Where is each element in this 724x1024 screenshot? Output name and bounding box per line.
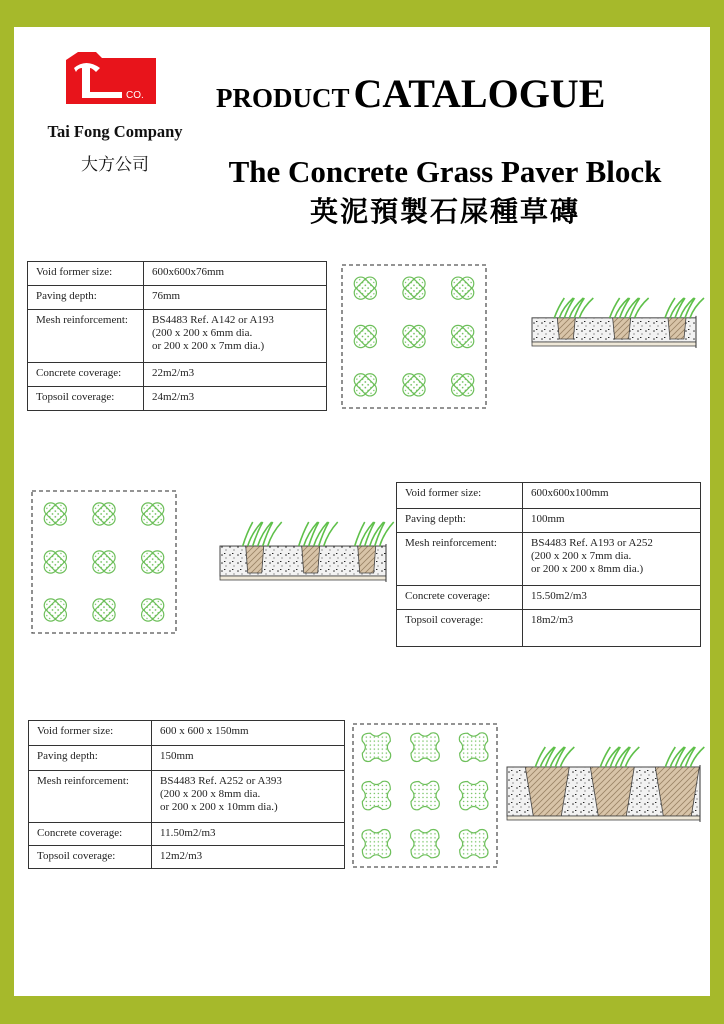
spec-label: Paving depth: [29, 746, 152, 771]
void-former-shape [411, 830, 440, 859]
title-product: PRODUCT [216, 83, 350, 113]
spec-value-line: BS4483 Ref. A142 or A193 [152, 314, 274, 326]
plan-view-diagram [352, 723, 498, 868]
spec-label: Concrete coverage: [28, 363, 144, 387]
spec-value: 600x600x76mm [144, 262, 327, 286]
spec-value-line: (200 x 200 x 7mm dia. [531, 550, 632, 562]
spec-value [523, 533, 701, 586]
spec-label: Mesh reinforcement: [29, 771, 152, 823]
spec-value: 12m2/m3 [152, 846, 345, 869]
void-former-shape [400, 323, 428, 351]
void-former-shape [90, 596, 118, 624]
plan-view-diagram [341, 264, 487, 409]
spec-row [29, 721, 345, 746]
spec-value: 100mm [523, 509, 701, 533]
void-former-shape [42, 548, 70, 576]
spec-row [29, 771, 345, 823]
spec-label: Mesh reinforcement: [28, 310, 144, 363]
void-former-shape [449, 274, 477, 302]
spec-label: Paving depth: [28, 286, 144, 310]
spec-label: Mesh reinforcement: [397, 533, 523, 586]
spec-value-line: or 200 x 200 x 8mm dia.) [531, 563, 644, 575]
spec-label: Topsoil coverage: [397, 610, 523, 647]
spec-row [28, 262, 327, 286]
void-former-shape [352, 371, 380, 399]
spec-row [29, 846, 345, 869]
void-former-shape [352, 274, 380, 302]
spec-label: Concrete coverage: [29, 823, 152, 846]
void-former-shape [362, 733, 391, 762]
void-former-shape [400, 274, 428, 302]
spec-table-100mm [396, 482, 701, 647]
spec-value: 15.50m2/m3 [523, 586, 701, 610]
spec-label: Void former size: [28, 262, 144, 286]
spec-row [397, 483, 701, 509]
catalogue-title [216, 70, 686, 117]
void-former-shape [411, 781, 440, 810]
spec-table-150mm [28, 720, 345, 869]
void-former-shape [459, 733, 488, 762]
spec-label: Void former size: [397, 483, 523, 509]
spec-value: 76mm [144, 286, 327, 310]
void-former-shape [42, 500, 70, 528]
spec-value [152, 771, 345, 823]
product-subtitle-zh: 英泥預製石屎種草磚 [309, 195, 580, 228]
void-former-shape [459, 781, 488, 810]
void-former-shape [411, 733, 440, 762]
spec-label: Topsoil coverage: [29, 846, 152, 869]
spec-row [28, 286, 327, 310]
spec-value: 24m2/m3 [144, 387, 327, 411]
section-view-diagram [507, 745, 702, 822]
spec-row [29, 746, 345, 771]
spec-value-line: or 200 x 200 x 10mm dia.) [160, 801, 278, 813]
void-former-shape [42, 596, 70, 624]
title-catalogue: CATALOGUE [353, 71, 606, 116]
spec-value: 22m2/m3 [144, 363, 327, 387]
spec-value: 600x600x100mm [523, 483, 701, 509]
void-former-shape [352, 323, 380, 351]
spec-value [144, 310, 327, 363]
void-former-shape [400, 371, 428, 399]
void-former-shape [459, 830, 488, 859]
logo-co-text: CO. [126, 90, 144, 101]
spec-table-76mm [27, 261, 327, 411]
spec-value: 600 x 600 x 150mm [152, 721, 345, 746]
spec-row [28, 387, 327, 411]
spec-value-line: (200 x 200 x 6mm dia. [152, 327, 253, 339]
spec-row [397, 509, 701, 533]
spec-value-line: BS4483 Ref. A252 or A393 [160, 775, 282, 787]
company-logo [66, 52, 156, 104]
spec-value: 18m2/m3 [523, 610, 701, 647]
spec-row [397, 586, 701, 610]
spec-row [397, 533, 701, 586]
void-former-shape [90, 500, 118, 528]
void-former-shape [139, 596, 167, 624]
void-former-shape [139, 500, 167, 528]
spec-row [28, 363, 327, 387]
spec-value: 150mm [152, 746, 345, 771]
product-subtitle-en: The Concrete Grass Paver Block [228, 154, 662, 189]
spec-row [29, 823, 345, 846]
spec-label: Paving depth: [397, 509, 523, 533]
void-former-shape [449, 323, 477, 351]
spec-label: Concrete coverage: [397, 586, 523, 610]
spec-value-line: or 200 x 200 x 7mm dia.) [152, 340, 265, 352]
void-former-shape [139, 548, 167, 576]
spec-label: Topsoil coverage: [28, 387, 144, 411]
spec-value-line: (200 x 200 x 8mm dia. [160, 788, 261, 800]
company-name-zh: 大方公司 [81, 155, 149, 175]
spec-value: 11.50m2/m3 [152, 823, 345, 846]
void-former-shape [449, 371, 477, 399]
company-name-en: Tai Fong Company [47, 122, 183, 141]
void-former-shape [90, 548, 118, 576]
spec-label: Void former size: [29, 721, 152, 746]
void-former-shape [362, 781, 391, 810]
spec-value-line: BS4483 Ref. A193 or A252 [531, 537, 653, 549]
spec-row [28, 310, 327, 363]
section-view-diagram [532, 296, 698, 348]
spec-row [397, 610, 701, 647]
section-view-diagram [220, 520, 388, 582]
void-former-shape [362, 830, 391, 859]
plan-view-diagram [31, 490, 177, 634]
